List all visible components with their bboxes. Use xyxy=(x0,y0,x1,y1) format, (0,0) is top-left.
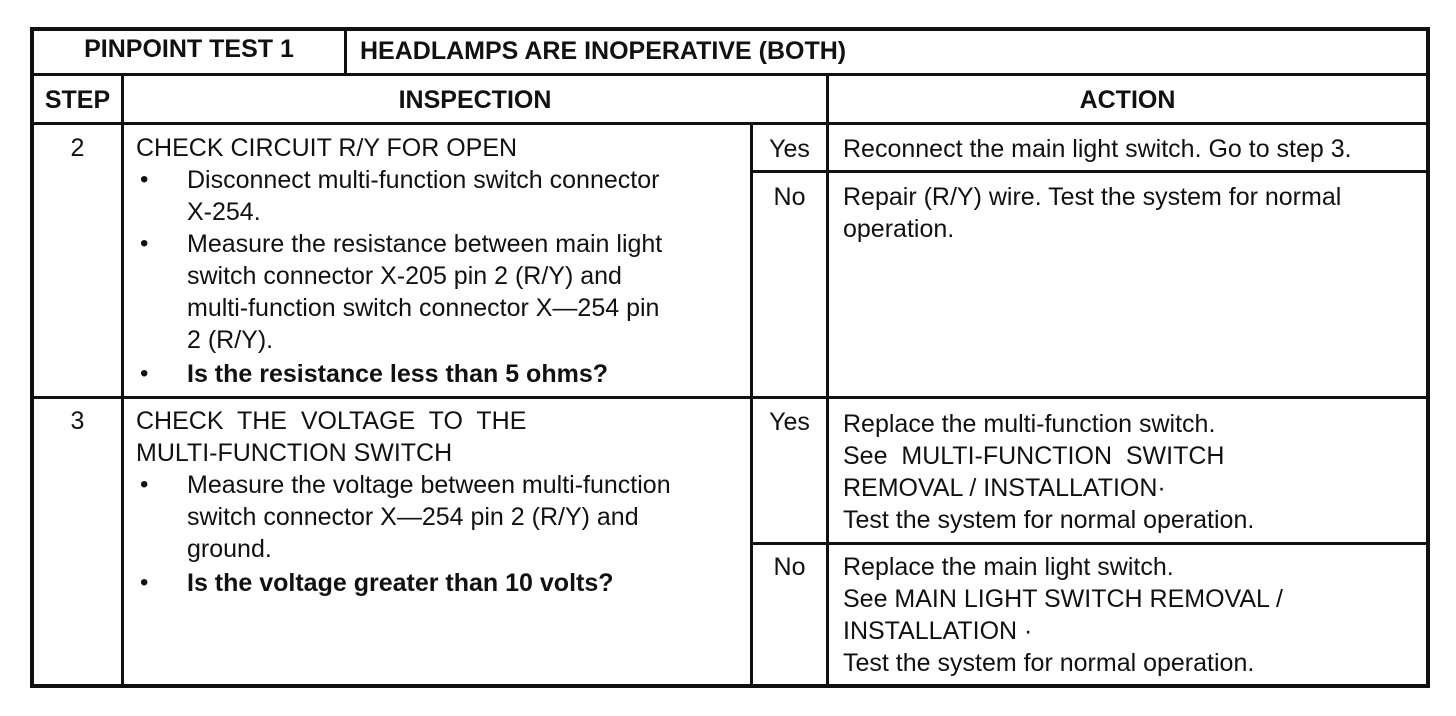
step-2-no-action-line-2: operation. xyxy=(843,215,955,243)
step-2-bullet-2-line-2: switch connector X-205 pin 2 (R/Y) and xyxy=(187,262,622,290)
bullet-icon: • xyxy=(140,569,149,596)
step3-outcome-divider-line xyxy=(750,542,1430,545)
step-3-no-action-line-4: Test the system for normal operation. xyxy=(843,649,1255,677)
action-column-header: ACTION xyxy=(1079,86,1176,114)
step-2-no-answer: No xyxy=(773,183,806,211)
step-3-yes-action-line-2: See MULTI-FUNCTION SWITCH xyxy=(843,442,1225,470)
step-2-bullet-1-line-2: X-254. xyxy=(187,198,261,226)
header-separator-line xyxy=(344,27,347,75)
step-column-header: STEP xyxy=(44,86,111,114)
step-2-bullet-2-line-4: 2 (R/Y). xyxy=(187,326,274,354)
step-3-question: Is the voltage greater than 10 volts? xyxy=(187,569,614,597)
step2-outcome-divider-line xyxy=(750,170,1430,173)
step-3-number: 3 xyxy=(70,407,85,435)
test-title: HEADLAMPS ARE INOPERATIVE (BOTH) xyxy=(360,37,847,65)
step-3-bullet-1-line-2: switch connector X—254 pin 2 (R/Y) and xyxy=(187,503,639,531)
bullet-icon: • xyxy=(140,471,149,498)
step-2-yes-action-line-1: Reconnect the main light switch. Go to step 3. xyxy=(843,135,1352,163)
step-2-no-action-line-1: Repair (R/Y) wire. Test the system for normal xyxy=(843,183,1342,211)
step-3-yes-answer: Yes xyxy=(769,408,810,436)
step-2-bullet-2-line-1: Measure the resistance between main light xyxy=(187,230,663,258)
step-3-bullet-1-line-1: Measure the voltage between multi-function xyxy=(187,471,671,499)
step-3-title-line-2: MULTI-FUNCTION SWITCH xyxy=(136,439,453,467)
table-border-top xyxy=(30,27,1430,31)
step-2-yes-answer: Yes xyxy=(769,135,810,163)
step-2-number: 2 xyxy=(70,134,85,162)
step-2-title: CHECK CIRCUIT R/Y FOR OPEN xyxy=(136,134,518,162)
step-3-no-action-line-2: See MAIN LIGHT SWITCH REMOVAL / xyxy=(843,585,1283,613)
table-border-right xyxy=(1426,27,1430,688)
bullet-icon: • xyxy=(140,166,149,193)
inspection-column-header: INSPECTION xyxy=(398,86,552,114)
step-3-bullet-1-line-3: ground. xyxy=(187,535,272,563)
step-3-yes-action-line-3: REMOVAL / INSTALLATION· xyxy=(843,474,1166,502)
step-3-no-action-line-1: Replace the main light switch. xyxy=(843,553,1174,581)
step-column-line xyxy=(121,73,124,688)
step-2-question: Is the resistance less than 5 ohms? xyxy=(187,360,608,388)
column-header-divider-line xyxy=(30,122,1430,125)
action-column-line xyxy=(826,73,829,688)
table-border-left xyxy=(30,27,34,688)
table-border-bottom xyxy=(30,684,1430,688)
step-divider-line xyxy=(30,396,1430,399)
step-3-no-answer: No xyxy=(773,553,806,581)
header-divider-line xyxy=(30,73,1430,76)
step-2-bullet-1-line-1: Disconnect multi-function switch connector xyxy=(187,166,660,194)
bullet-icon: • xyxy=(140,360,149,387)
step-3-yes-action-line-4: Test the system for normal operation. xyxy=(843,506,1255,534)
step-3-title-line-1: CHECK THE VOLTAGE TO THE xyxy=(136,407,527,435)
step-3-yes-action-line-1: Replace the multi-function switch. xyxy=(843,410,1216,438)
step-2-bullet-2-line-3: multi-function switch connector X—254 pin xyxy=(187,294,660,322)
bullet-icon: • xyxy=(140,230,149,257)
test-id: PINPOINT TEST 1 xyxy=(84,35,294,63)
step-3-no-action-line-3: INSTALLATION · xyxy=(843,617,1033,645)
